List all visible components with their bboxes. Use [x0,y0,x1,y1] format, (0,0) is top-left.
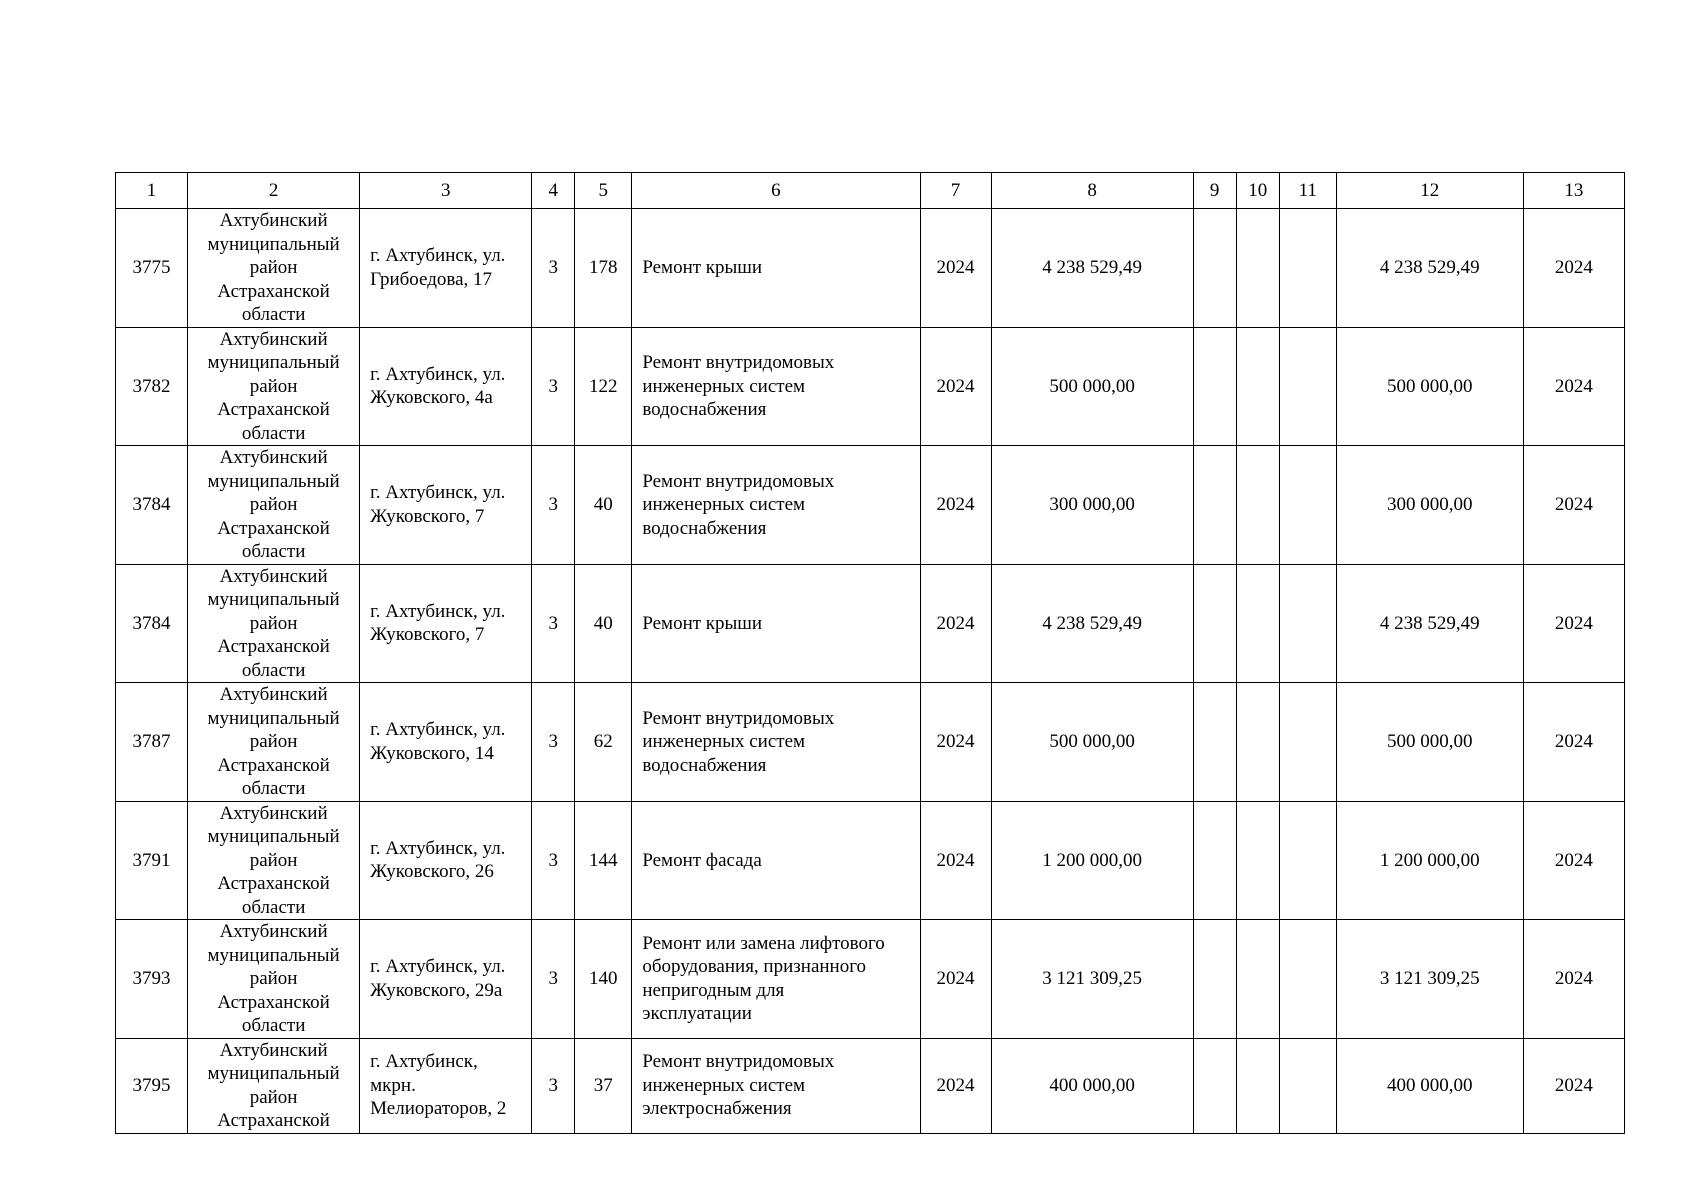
municipality-cell-line: район [249,731,298,752]
address-cell-line: мкрн. [370,1074,416,1096]
data-table [115,172,1625,1134]
municipality-cell [188,446,360,565]
municipality-cell-line: Астраханской [217,636,330,657]
col9-cell [1193,1038,1236,1133]
col11-cell [1279,446,1336,565]
col11-cell [1279,209,1336,328]
municipality-cell-line: Астраханской [217,1110,330,1131]
municipality-cell-line: Астраханской [217,754,330,776]
table-row [116,446,1625,565]
work-type-cell [632,683,920,802]
municipality-cell-line: Астраханской [217,991,330,1013]
work-type-cell-line: эксплуатации [642,1003,752,1025]
work-type-cell-line: инженерных систем [642,1074,806,1096]
row-number-cell: 3775 [116,209,188,328]
work-type-cell [632,446,920,565]
table-row [116,327,1625,446]
municipality-cell-line: муниципальный [207,470,340,492]
header-cell: 11 [1279,173,1336,209]
col10-cell [1236,801,1279,920]
cost-cell: 4 238 529,49 [991,209,1193,328]
cost-cell: 1 200 000,00 [991,801,1193,920]
address-cell-line: Жуковского, 4а [370,387,493,409]
header-cell: 13 [1523,173,1624,209]
col9-cell [1193,209,1236,328]
municipality-cell-line: район [249,494,298,515]
work-type-cell-line: Ремонт внутридомовых [642,470,835,492]
col5-cell: 62 [575,683,632,802]
municipality-cell [188,209,360,328]
col4-cell: 3 [532,1038,575,1133]
cost-cell: 500 000,00 [991,327,1193,446]
municipality-cell-line: области [241,304,306,325]
work-type-cell-line: инженерных систем [642,731,806,752]
row-number-cell: 3793 [116,920,188,1039]
completion-year-cell: 2024 [1523,920,1624,1039]
address-cell-line: Жуковского, 29а [370,979,503,1001]
year-cell: 2024 [920,920,991,1039]
municipality-cell-line: муниципальный [207,589,340,610]
year-cell: 2024 [920,801,991,920]
col10-cell [1236,683,1279,802]
address-cell-line: г. Ахтубинск, ул. [370,363,506,385]
year-cell: 2024 [920,1038,991,1133]
year-cell: 2024 [920,683,991,802]
address-cell-line: Жуковского, 14 [370,742,494,764]
completion-year-cell: 2024 [1523,683,1624,802]
year-cell: 2024 [920,446,991,565]
header-row [116,173,1625,209]
work-type-cell-line: инженерных систем [642,494,806,515]
row-number-cell: 3791 [116,801,188,920]
work-type-cell-line: Ремонт внутридомовых [642,1051,835,1073]
table-body [116,173,1625,1134]
address-cell-line: г. Ахтубинск, ул. [370,482,506,504]
municipality-cell-line: район [249,849,298,871]
col5-cell: 178 [575,209,632,328]
col4-cell: 3 [532,564,575,683]
col5-cell: 40 [575,564,632,683]
work-type-cell-line: Ремонт крыши [642,612,763,634]
table-row [116,564,1625,683]
municipality-cell [188,1038,360,1133]
work-type-cell [632,564,920,683]
municipality-cell-line: области [241,541,306,562]
col9-cell [1193,327,1236,446]
col4-cell: 3 [532,446,575,565]
address-cell [360,801,532,920]
row-number-cell: 3795 [116,1038,188,1133]
total-cost-cell: 500 000,00 [1336,327,1523,446]
address-cell-line: Жуковского, 7 [370,624,485,646]
header-cell: 3 [360,173,532,209]
col10-cell [1236,920,1279,1039]
municipality-cell-line: муниципальный [207,707,340,729]
col9-cell [1193,920,1236,1039]
header-cell: 4 [532,173,575,209]
municipality-cell-line: район [249,612,298,634]
municipality-cell [188,920,360,1039]
col9-cell [1193,801,1236,920]
table-row [116,1038,1625,1133]
completion-year-cell: 2024 [1523,327,1624,446]
col9-cell [1193,683,1236,802]
work-type-cell-line: водоснабжения [642,517,767,539]
completion-year-cell: 2024 [1523,1038,1624,1133]
table-row [116,683,1625,802]
col4-cell: 3 [532,209,575,328]
municipality-cell-line: район [249,968,298,989]
col11-cell [1279,683,1336,802]
municipality-cell-line: Астраханской [217,280,330,302]
col4-cell: 3 [532,801,575,920]
col10-cell [1236,209,1279,328]
address-cell-line: Жуковского, 26 [370,861,494,883]
address-cell [360,1038,532,1133]
completion-year-cell: 2024 [1523,446,1624,565]
year-cell: 2024 [920,564,991,683]
municipality-cell [188,683,360,802]
municipality-cell-line: район [249,375,298,397]
work-type-cell [632,920,920,1039]
municipality-cell-line: Ахтубинский [219,802,328,824]
municipality-cell [188,327,360,446]
cost-cell: 4 238 529,49 [991,564,1193,683]
row-number-cell: 3787 [116,683,188,802]
col9-cell [1193,446,1236,565]
header-cell: 9 [1193,173,1236,209]
cost-cell: 400 000,00 [991,1038,1193,1133]
completion-year-cell: 2024 [1523,801,1624,920]
col5-cell: 40 [575,446,632,565]
year-cell: 2024 [920,327,991,446]
header-cell: 1 [116,173,188,209]
col5-cell: 140 [575,920,632,1039]
col5-cell: 37 [575,1038,632,1133]
row-number-cell: 3784 [116,446,188,565]
address-cell [360,564,532,683]
municipality-cell-line: муниципальный [207,1063,340,1084]
municipality-cell-line: Ахтубинский [219,1039,328,1061]
total-cost-cell: 4 238 529,49 [1336,209,1523,328]
address-cell-line: г. Ахтубинск, ул. [370,600,506,622]
col10-cell [1236,446,1279,565]
completion-year-cell: 2024 [1523,209,1624,328]
municipality-cell-line: области [241,422,306,444]
municipality-cell-line: муниципальный [207,233,340,255]
address-cell [360,920,532,1039]
address-cell-line: г. Ахтубинск, [370,1051,478,1073]
municipality-cell-line: области [241,659,306,681]
header-cell: 5 [575,173,632,209]
municipality-cell-line: муниципальный [207,352,340,373]
work-type-cell [632,327,920,446]
work-type-cell-line: непригодным для [642,979,785,1001]
work-type-cell-line: водоснабжения [642,754,767,776]
col9-cell [1193,564,1236,683]
municipality-cell-line: области [241,896,306,918]
work-type-cell [632,1038,920,1133]
total-cost-cell: 4 238 529,49 [1336,564,1523,683]
col10-cell [1236,564,1279,683]
work-type-cell-line: Ремонт фасада [642,849,762,871]
municipality-cell-line: район [249,257,298,278]
table-row [116,920,1625,1039]
work-type-cell-line: оборудования, признанного [642,956,867,978]
completion-year-cell: 2024 [1523,564,1624,683]
table-row [116,209,1625,328]
municipality-cell-line: район [249,1086,298,1108]
work-type-cell-line: Ремонт крыши [642,257,763,278]
total-cost-cell: 1 200 000,00 [1336,801,1523,920]
col4-cell: 3 [532,920,575,1039]
address-cell [360,209,532,328]
col11-cell [1279,801,1336,920]
work-type-cell-line: электроснабжения [642,1098,792,1120]
municipality-cell-line: Ахтубинский [219,565,328,587]
municipality-cell-line: Астраханской [217,517,330,539]
work-type-cell-line: Ремонт внутридомовых [642,352,835,373]
address-cell-line: г. Ахтубинск, ул. [370,956,506,978]
address-cell [360,327,532,446]
header-cell: 7 [920,173,991,209]
work-type-cell [632,209,920,328]
address-cell-line: Грибоедова, 17 [370,268,493,290]
municipality-cell-line: Ахтубинский [219,447,328,468]
col11-cell [1279,564,1336,683]
address-cell-line: г. Ахтубинск, ул. [370,837,506,859]
municipality-cell-line: Ахтубинский [219,684,328,705]
col4-cell: 3 [532,683,575,802]
municipality-cell-line: муниципальный [207,944,340,966]
header-cell: 8 [991,173,1193,209]
municipality-cell-line: муниципальный [207,826,340,847]
address-cell [360,683,532,802]
municipality-cell-line: Ахтубинский [219,921,328,942]
total-cost-cell: 3 121 309,25 [1336,920,1523,1039]
col5-cell: 122 [575,327,632,446]
col11-cell [1279,1038,1336,1133]
col5-cell: 144 [575,801,632,920]
address-cell-line: г. Ахтубинск, ул. [370,719,506,741]
row-number-cell: 3784 [116,564,188,683]
row-number-cell: 3782 [116,327,188,446]
cost-cell: 300 000,00 [991,446,1193,565]
work-type-cell-line: инженерных систем [642,375,806,397]
col4-cell: 3 [532,327,575,446]
col10-cell [1236,327,1279,446]
col10-cell [1236,1038,1279,1133]
municipality-cell-line: Ахтубинский [219,210,328,231]
address-cell-line: г. Ахтубинск, ул. [370,245,506,267]
cost-cell: 3 121 309,25 [991,920,1193,1039]
work-type-cell-line: водоснабжения [642,399,767,420]
col11-cell [1279,920,1336,1039]
total-cost-cell: 400 000,00 [1336,1038,1523,1133]
table-row [116,801,1625,920]
municipality-cell [188,801,360,920]
municipality-cell-line: области [241,1015,306,1036]
municipality-cell [188,564,360,683]
header-cell: 10 [1236,173,1279,209]
header-cell: 6 [632,173,920,209]
address-cell-line: Мелиораторов, 2 [370,1098,507,1120]
municipality-cell-line: Ахтубинский [219,328,328,350]
year-cell: 2024 [920,209,991,328]
header-cell: 2 [188,173,360,209]
municipality-cell-line: области [241,778,306,799]
col11-cell [1279,327,1336,446]
work-type-cell [632,801,920,920]
cost-cell: 500 000,00 [991,683,1193,802]
total-cost-cell: 500 000,00 [1336,683,1523,802]
work-type-cell-line: Ремонт внутридомовых [642,707,835,729]
municipality-cell-line: Астраханской [217,873,330,894]
total-cost-cell: 300 000,00 [1336,446,1523,565]
address-cell [360,446,532,565]
municipality-cell-line: Астраханской [217,399,330,420]
work-type-cell-line: Ремонт или замена лифтового [642,932,885,954]
address-cell-line: Жуковского, 7 [370,505,485,527]
header-cell: 12 [1336,173,1523,209]
